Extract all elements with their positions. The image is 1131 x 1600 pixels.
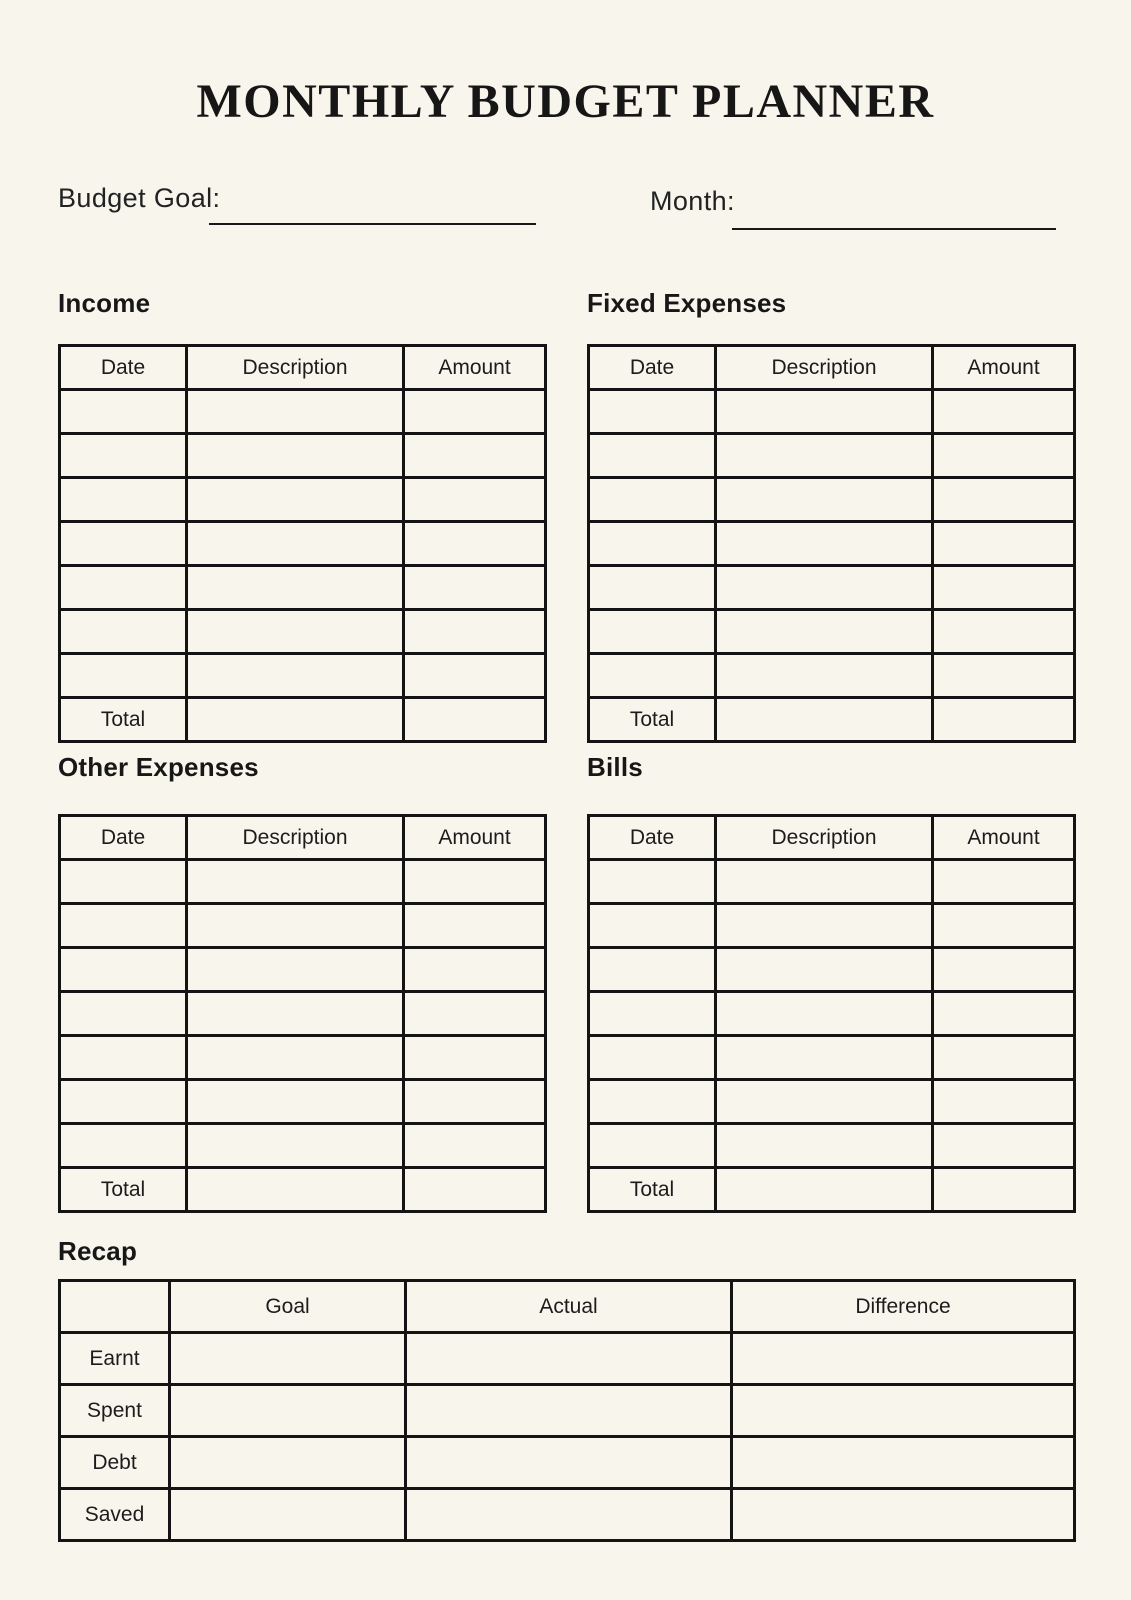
- description-cell[interactable]: [716, 434, 933, 478]
- description-cell[interactable]: [187, 434, 404, 478]
- table-row: [60, 390, 546, 434]
- column-header-amount: Amount: [933, 816, 1075, 860]
- recap-corner-cell: [60, 1281, 170, 1333]
- total-label: Total: [589, 698, 716, 742]
- description-cell[interactable]: [716, 904, 933, 948]
- date-cell[interactable]: [589, 948, 716, 992]
- date-cell[interactable]: [60, 1036, 187, 1080]
- description-cell[interactable]: [187, 904, 404, 948]
- date-cell[interactable]: [589, 992, 716, 1036]
- table-row: [60, 1080, 546, 1124]
- description-cell[interactable]: [187, 1124, 404, 1168]
- date-cell[interactable]: [589, 566, 716, 610]
- table-row: [60, 1036, 546, 1080]
- recap-column-actual: Actual: [406, 1281, 732, 1333]
- amount-cell[interactable]: [404, 478, 546, 522]
- description-cell[interactable]: [187, 566, 404, 610]
- amount-cell[interactable]: [933, 860, 1075, 904]
- column-header-description: Description: [716, 816, 933, 860]
- amount-cell[interactable]: [933, 1124, 1075, 1168]
- goal-cell[interactable]: [170, 1437, 406, 1489]
- column-header-amount: Amount: [404, 346, 546, 390]
- difference-cell[interactable]: [732, 1333, 1075, 1385]
- amount-cell[interactable]: [933, 992, 1075, 1036]
- total-amount-cell[interactable]: [404, 1168, 546, 1212]
- table-row: [589, 478, 1075, 522]
- total-row: [60, 698, 546, 742]
- description-cell[interactable]: [187, 522, 404, 566]
- column-header-description: Description: [187, 816, 404, 860]
- table-row: [589, 434, 1075, 478]
- description-cell[interactable]: [716, 1036, 933, 1080]
- table-row: [589, 860, 1075, 904]
- description-cell[interactable]: [716, 1080, 933, 1124]
- description-cell[interactable]: [187, 478, 404, 522]
- table-row: [60, 478, 546, 522]
- date-cell[interactable]: [60, 654, 187, 698]
- total-amount-cell[interactable]: [933, 698, 1075, 742]
- total-description-cell[interactable]: [716, 698, 933, 742]
- amount-cell[interactable]: [404, 904, 546, 948]
- month-field[interactable]: [732, 196, 1056, 230]
- date-cell[interactable]: [60, 522, 187, 566]
- date-cell[interactable]: [589, 904, 716, 948]
- budget-goal-field[interactable]: [209, 191, 536, 225]
- other-expenses-table: [58, 814, 547, 1213]
- date-cell[interactable]: [589, 860, 716, 904]
- description-cell[interactable]: [716, 992, 933, 1036]
- amount-cell[interactable]: [404, 654, 546, 698]
- description-cell[interactable]: [716, 654, 933, 698]
- table-row: [589, 654, 1075, 698]
- recap-row-label: Earnt: [60, 1333, 170, 1385]
- description-cell[interactable]: [716, 1124, 933, 1168]
- table-row: [589, 522, 1075, 566]
- date-cell[interactable]: [589, 522, 716, 566]
- column-header-amount: Amount: [404, 816, 546, 860]
- amount-cell[interactable]: [933, 610, 1075, 654]
- table-row: [589, 390, 1075, 434]
- actual-cell[interactable]: [406, 1437, 732, 1489]
- total-row: [60, 1168, 546, 1212]
- header-row: [60, 346, 546, 390]
- goal-cell[interactable]: [170, 1385, 406, 1437]
- amount-cell[interactable]: [933, 566, 1075, 610]
- total-description-cell[interactable]: [187, 698, 404, 742]
- amount-cell[interactable]: [933, 1080, 1075, 1124]
- total-label: Total: [589, 1168, 716, 1212]
- table-row: [589, 904, 1075, 948]
- description-cell[interactable]: [187, 1080, 404, 1124]
- section-heading-bills: Bills: [587, 752, 643, 782]
- table-row: [60, 992, 546, 1036]
- section-heading-income: Income: [58, 288, 151, 318]
- section-heading-other-expenses: Other Expenses: [58, 752, 259, 782]
- table-row: [60, 860, 546, 904]
- description-cell[interactable]: [716, 948, 933, 992]
- date-cell[interactable]: [60, 904, 187, 948]
- table-row: [60, 1124, 546, 1168]
- column-header-date: Date: [60, 346, 187, 390]
- amount-cell[interactable]: [404, 434, 546, 478]
- amount-cell[interactable]: [933, 948, 1075, 992]
- total-description-cell[interactable]: [187, 1168, 404, 1212]
- amount-cell[interactable]: [933, 904, 1075, 948]
- month-label: Month:: [650, 186, 735, 216]
- column-header-description: Description: [716, 346, 933, 390]
- date-cell[interactable]: [60, 390, 187, 434]
- column-header-description: Description: [187, 346, 404, 390]
- table-row: [589, 1036, 1075, 1080]
- total-label: Total: [60, 698, 187, 742]
- amount-cell[interactable]: [933, 434, 1075, 478]
- date-cell[interactable]: [60, 1124, 187, 1168]
- recap-row-label: Saved: [60, 1489, 170, 1541]
- amount-cell[interactable]: [933, 1036, 1075, 1080]
- header-row: [60, 816, 546, 860]
- header-row: [589, 346, 1075, 390]
- table-row: [60, 434, 546, 478]
- amount-cell[interactable]: [404, 1080, 546, 1124]
- amount-cell[interactable]: [404, 566, 546, 610]
- amount-cell[interactable]: [933, 522, 1075, 566]
- description-cell[interactable]: [716, 390, 933, 434]
- date-cell[interactable]: [60, 566, 187, 610]
- description-cell[interactable]: [716, 610, 933, 654]
- budget-goal-label: Budget Goal:: [58, 183, 221, 213]
- recap-row-spent: [60, 1385, 1075, 1437]
- table-row: [589, 1124, 1075, 1168]
- table-row: [60, 522, 546, 566]
- amount-cell[interactable]: [404, 522, 546, 566]
- total-amount-cell[interactable]: [933, 1168, 1075, 1212]
- date-cell[interactable]: [589, 610, 716, 654]
- table-row: [589, 1080, 1075, 1124]
- date-cell[interactable]: [589, 1036, 716, 1080]
- recap-header-row: [60, 1281, 1075, 1333]
- page-title: MONTHLY BUDGET PLANNER: [196, 75, 935, 128]
- table-row: [589, 948, 1075, 992]
- column-header-date: Date: [60, 816, 187, 860]
- goal-cell[interactable]: [170, 1333, 406, 1385]
- column-header-date: Date: [589, 346, 716, 390]
- table-row: [60, 566, 546, 610]
- description-cell[interactable]: [187, 992, 404, 1036]
- date-cell[interactable]: [60, 860, 187, 904]
- header-row: [589, 816, 1075, 860]
- amount-cell[interactable]: [404, 948, 546, 992]
- section-heading-fixed-expenses: Fixed Expenses: [587, 288, 787, 318]
- date-cell[interactable]: [589, 478, 716, 522]
- date-cell[interactable]: [589, 1124, 716, 1168]
- amount-cell[interactable]: [933, 654, 1075, 698]
- table-row: [60, 904, 546, 948]
- column-header-date: Date: [589, 816, 716, 860]
- total-amount-cell[interactable]: [404, 698, 546, 742]
- bills-table: [587, 814, 1076, 1213]
- recap-table: [58, 1279, 1076, 1542]
- recap-row-debt: [60, 1437, 1075, 1489]
- total-label: Total: [60, 1168, 187, 1212]
- recap-row-earnt: [60, 1333, 1075, 1385]
- description-cell[interactable]: [716, 478, 933, 522]
- difference-cell[interactable]: [732, 1489, 1075, 1541]
- actual-cell[interactable]: [406, 1489, 732, 1541]
- fixed-expenses-table: [587, 344, 1076, 743]
- date-cell[interactable]: [60, 1080, 187, 1124]
- column-header-amount: Amount: [933, 346, 1075, 390]
- table-row: [589, 992, 1075, 1036]
- total-row: [589, 698, 1075, 742]
- date-cell[interactable]: [60, 610, 187, 654]
- description-cell[interactable]: [716, 566, 933, 610]
- amount-cell[interactable]: [933, 478, 1075, 522]
- difference-cell[interactable]: [732, 1437, 1075, 1489]
- income-table: [58, 344, 547, 743]
- table-row: [60, 948, 546, 992]
- table-row: [589, 566, 1075, 610]
- recap-row-saved: [60, 1489, 1075, 1541]
- amount-cell[interactable]: [933, 390, 1075, 434]
- date-cell[interactable]: [589, 1080, 716, 1124]
- date-cell[interactable]: [60, 478, 187, 522]
- description-cell[interactable]: [716, 522, 933, 566]
- description-cell[interactable]: [187, 860, 404, 904]
- amount-cell[interactable]: [404, 610, 546, 654]
- recap-column-goal: Goal: [170, 1281, 406, 1333]
- date-cell[interactable]: [60, 992, 187, 1036]
- date-cell[interactable]: [589, 390, 716, 434]
- date-cell[interactable]: [60, 948, 187, 992]
- date-cell[interactable]: [60, 434, 187, 478]
- difference-cell[interactable]: [732, 1385, 1075, 1437]
- description-cell[interactable]: [187, 654, 404, 698]
- date-cell[interactable]: [589, 654, 716, 698]
- table-row: [589, 610, 1075, 654]
- description-cell[interactable]: [187, 1036, 404, 1080]
- amount-cell[interactable]: [404, 992, 546, 1036]
- date-cell[interactable]: [589, 434, 716, 478]
- description-cell[interactable]: [716, 860, 933, 904]
- recap-row-label: Spent: [60, 1385, 170, 1437]
- description-cell[interactable]: [187, 390, 404, 434]
- table-row: [60, 654, 546, 698]
- description-cell[interactable]: [187, 948, 404, 992]
- recap-row-label: Debt: [60, 1437, 170, 1489]
- actual-cell[interactable]: [406, 1333, 732, 1385]
- total-description-cell[interactable]: [716, 1168, 933, 1212]
- table-row: [60, 610, 546, 654]
- recap-column-difference: Difference: [732, 1281, 1075, 1333]
- amount-cell[interactable]: [404, 390, 546, 434]
- goal-cell[interactable]: [170, 1489, 406, 1541]
- total-row: [589, 1168, 1075, 1212]
- actual-cell[interactable]: [406, 1385, 732, 1437]
- amount-cell[interactable]: [404, 860, 546, 904]
- amount-cell[interactable]: [404, 1036, 546, 1080]
- amount-cell[interactable]: [404, 1124, 546, 1168]
- section-heading-recap: Recap: [58, 1236, 138, 1266]
- description-cell[interactable]: [187, 610, 404, 654]
